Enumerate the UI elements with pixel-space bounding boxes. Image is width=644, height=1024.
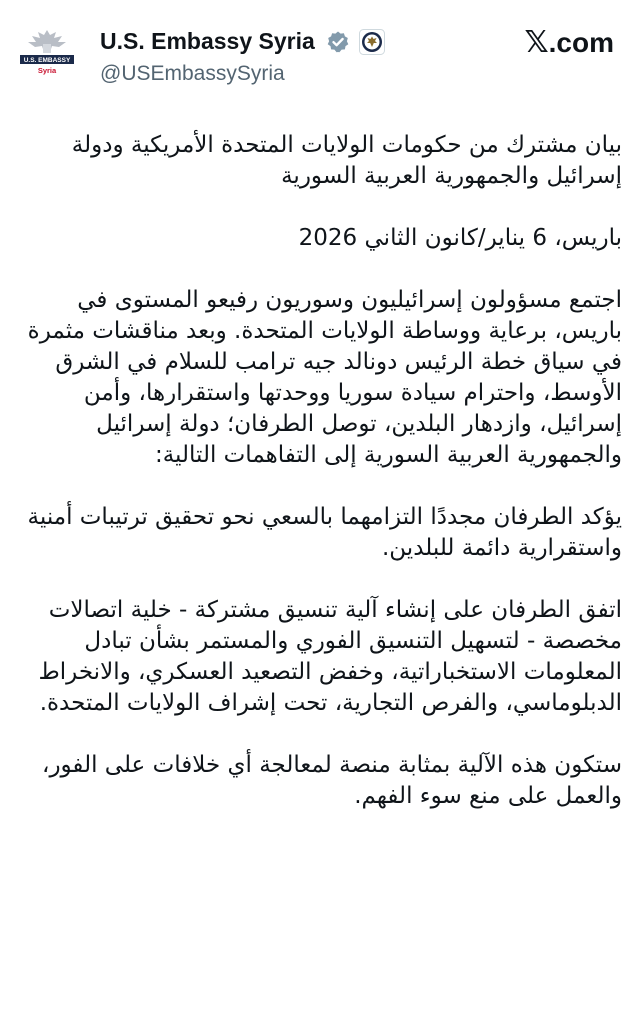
- post-paragraph-intro: اجتمع مسؤولون إسرائيليون وسوريون رفيعو المستوى في باريس، برعاية ووساطة الولايات المتحدة. وبعد مناقشات مثمرة في سياق خطة الرئيس دونالد جيه ترامب للسلام في الشرق الأوسط، واحترام سيادة سوريا ووحدتها واستقرارها، وأمن إسرائيل، وازدهار البلدين، توصل الطرفان؛ دولة إسرائيل والجمهورية العربية السورية إلى التفاهمات التالية:: [27, 287, 622, 468]
- post-paragraph-mechanism: اتفق الطرفان على إنشاء آلية تنسيق مشتركة - خلية اتصالات مخصصة - لتسهيل التنسيق الفوري والمستمر بشأن تبادل المعلومات الاستخباراتية، وخفض التصعيد العسكري، والانخراط الدبلوماسي، والفرص التجارية، تحت إشراف الولايات المتحدة.: [38, 597, 622, 716]
- post-text: [14, 130, 622, 843]
- x-domain-suffix: .com: [548, 27, 614, 58]
- x-logo-icon: 𝕏: [524, 25, 549, 60]
- post-paragraph-platform: ستكون هذه الآلية بمثابة منصة لمعالجة أي خلافات على الفور، والعمل على منع سوء الفهم.: [42, 752, 622, 809]
- us-state-dept-seal-icon[interactable]: [359, 29, 385, 59]
- account-name[interactable]: U.S. Embassy Syria: [100, 28, 315, 54]
- post-paragraph-commitment: يؤكد الطرفان مجددًا التزامهما بالسعي نحو تحقيق ترتيبات أمنية واستقرارية دائمة للبلدين.: [27, 504, 622, 561]
- avatar-label-top: U.S. EMBASSY: [23, 57, 71, 64]
- avatar-label-bottom: Syria: [37, 66, 57, 75]
- avatar[interactable]: [16, 22, 78, 84]
- post-paragraph-title: بيان مشترك من حكومات الولايات المتحدة الأمريكية ودولة إسرائيل والجمهورية العربية السورية: [71, 132, 622, 189]
- embassy-seal-icon: [16, 22, 78, 84]
- x-com-brand: [524, 26, 614, 60]
- account-badges: [326, 29, 389, 55]
- post-paragraph-dateline: باريس، 6 يناير/كانون الثاني 2026: [298, 225, 622, 251]
- verified-badge-icon[interactable]: [326, 30, 350, 58]
- post-header: [0, 0, 644, 100]
- account-handle[interactable]: @USEmbassySyria: [100, 62, 285, 85]
